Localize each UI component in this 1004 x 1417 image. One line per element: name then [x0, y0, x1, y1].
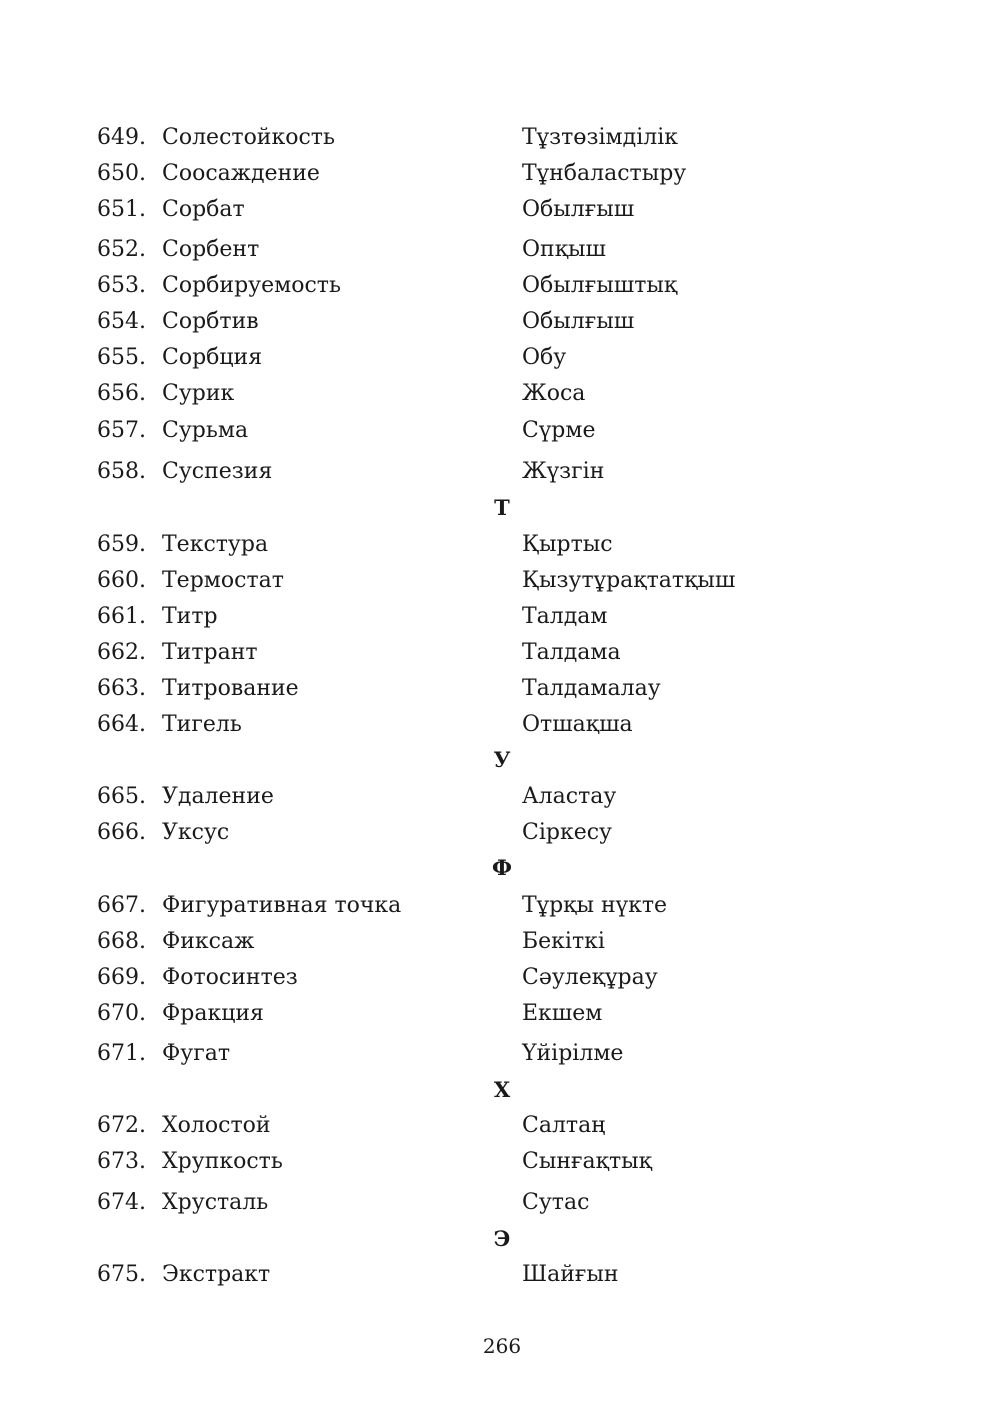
kazakh-term: Сынғақтық — [522, 1149, 652, 1174]
entry-number: 673. — [97, 1149, 146, 1174]
glossary-entry — [0, 379, 1004, 409]
kazakh-term: Опқыш — [522, 237, 606, 262]
glossary-entry — [0, 566, 1004, 596]
glossary-entry — [0, 530, 1004, 560]
russian-term: Сорбат — [162, 197, 245, 222]
glossary-entry — [0, 159, 1004, 189]
russian-term: Хрусталь — [162, 1190, 269, 1215]
kazakh-term: Обу — [522, 345, 567, 370]
entry-number: 664. — [97, 712, 146, 737]
kazakh-term: Обылғыштық — [522, 273, 678, 298]
kazakh-term: Талдам — [522, 604, 608, 629]
entry-number: 667. — [97, 893, 146, 918]
glossary-entry — [0, 343, 1004, 373]
glossary-entry — [0, 891, 1004, 921]
kazakh-term: Тұзтөзімділік — [522, 125, 679, 150]
russian-term: Суспезия — [162, 459, 273, 484]
entry-number: 665. — [97, 784, 146, 809]
glossary-entry — [0, 271, 1004, 301]
entry-number: 663. — [97, 676, 146, 701]
kazakh-term: Талдамалау — [522, 676, 661, 701]
entry-number: 675. — [97, 1262, 146, 1287]
section-letter-heading: У — [493, 747, 511, 772]
kazakh-term: Бекіткі — [522, 929, 605, 954]
russian-term: Сорбируемость — [162, 273, 341, 298]
entry-number: 661. — [97, 604, 146, 629]
kazakh-term: Сіркесу — [522, 820, 612, 845]
glossary-entry — [0, 1260, 1004, 1290]
entry-number: 656. — [97, 381, 146, 406]
russian-term: Сорбент — [162, 237, 260, 262]
kazakh-term: Сүрме — [522, 418, 596, 443]
russian-term: Сорбция — [162, 345, 263, 370]
entry-number: 657. — [97, 418, 146, 443]
kazakh-term: Қыртыс — [522, 532, 613, 557]
glossary-entry — [0, 1147, 1004, 1177]
kazakh-term: Талдама — [522, 640, 621, 665]
kazakh-term: Обылғыш — [522, 309, 635, 334]
entry-number: 660. — [97, 568, 146, 593]
russian-term: Экстракт — [162, 1262, 271, 1287]
russian-term: Сорбтив — [162, 309, 259, 334]
entry-number: 672. — [97, 1113, 146, 1138]
entry-number: 670. — [97, 1001, 146, 1026]
kazakh-term: Қызутұрақтатқыш — [522, 568, 736, 593]
entry-number: 671. — [97, 1041, 146, 1066]
kazakh-term: Аластау — [522, 784, 617, 809]
kazakh-term: Екшем — [522, 1001, 603, 1026]
russian-term: Фугат — [162, 1041, 231, 1066]
russian-term: Уксус — [162, 820, 230, 845]
kazakh-term: Тұрқы нүкте — [522, 893, 668, 918]
russian-term: Фракция — [162, 1001, 264, 1026]
russian-term: Термостат — [162, 568, 284, 593]
russian-term: Холостой — [162, 1113, 271, 1138]
russian-term: Фигуративная точка — [162, 893, 402, 918]
section-letter-heading: Ф — [492, 855, 512, 880]
kazakh-term: Жоса — [522, 381, 586, 406]
russian-term: Соосаждение — [162, 161, 320, 186]
entry-number: 652. — [97, 237, 146, 262]
russian-term: Удаление — [162, 784, 274, 809]
entry-number: 669. — [97, 965, 146, 990]
glossary-entry — [0, 963, 1004, 993]
entry-number: 653. — [97, 273, 146, 298]
entry-number: 662. — [97, 640, 146, 665]
russian-term: Сурик — [162, 381, 235, 406]
glossary-entry — [0, 818, 1004, 848]
russian-term: Тигель — [162, 712, 242, 737]
glossary-entry — [0, 602, 1004, 632]
glossary-entry — [0, 307, 1004, 337]
glossary-entry — [0, 674, 1004, 704]
glossary-entry — [0, 235, 1004, 265]
russian-term: Хрупкость — [162, 1149, 283, 1174]
section-letter-heading: Х — [493, 1077, 511, 1102]
entry-number: 659. — [97, 532, 146, 557]
kazakh-term: Сутас — [522, 1190, 590, 1215]
kazakh-term: Үйірілме — [522, 1041, 624, 1066]
glossary-entry — [0, 195, 1004, 225]
page-number: 266 — [482, 1334, 522, 1358]
glossary-entry — [0, 782, 1004, 812]
kazakh-term: Отшақша — [522, 712, 633, 737]
glossary-entry — [0, 999, 1004, 1029]
glossary-entry — [0, 457, 1004, 487]
kazakh-term: Шайғын — [522, 1262, 619, 1287]
kazakh-term: Тұнбаластыру — [522, 161, 687, 186]
entry-number: 649. — [97, 125, 146, 150]
entry-number: 654. — [97, 309, 146, 334]
entry-number: 651. — [97, 197, 146, 222]
kazakh-term: Салтаң — [522, 1113, 606, 1138]
section-letter-heading: Т — [494, 495, 510, 520]
glossary-entry — [0, 1111, 1004, 1141]
russian-term: Сурьма — [162, 418, 249, 443]
russian-term: Фиксаж — [162, 929, 255, 954]
russian-term: Титрант — [162, 640, 258, 665]
glossary-entry — [0, 638, 1004, 668]
entry-number: 666. — [97, 820, 146, 845]
entry-number: 655. — [97, 345, 146, 370]
glossary-entry — [0, 1188, 1004, 1218]
russian-term: Фотосинтез — [162, 965, 298, 990]
entry-number: 668. — [97, 929, 146, 954]
russian-term: Титрование — [162, 676, 299, 701]
glossary-entry — [0, 416, 1004, 446]
glossary-entry — [0, 927, 1004, 957]
glossary-entry — [0, 710, 1004, 740]
glossary-entry — [0, 123, 1004, 153]
entry-number: 674. — [97, 1190, 146, 1215]
russian-term: Текстура — [162, 532, 269, 557]
entry-number: 658. — [97, 459, 146, 484]
kazakh-term: Обылғыш — [522, 197, 635, 222]
russian-term: Титр — [162, 604, 218, 629]
section-letter-heading: Э — [493, 1226, 511, 1251]
kazakh-term: Жүзгін — [522, 459, 605, 484]
entry-number: 650. — [97, 161, 146, 186]
kazakh-term: Сәулеқұрау — [522, 965, 658, 990]
russian-term: Солестойкость — [162, 125, 335, 150]
glossary-entry — [0, 1039, 1004, 1069]
